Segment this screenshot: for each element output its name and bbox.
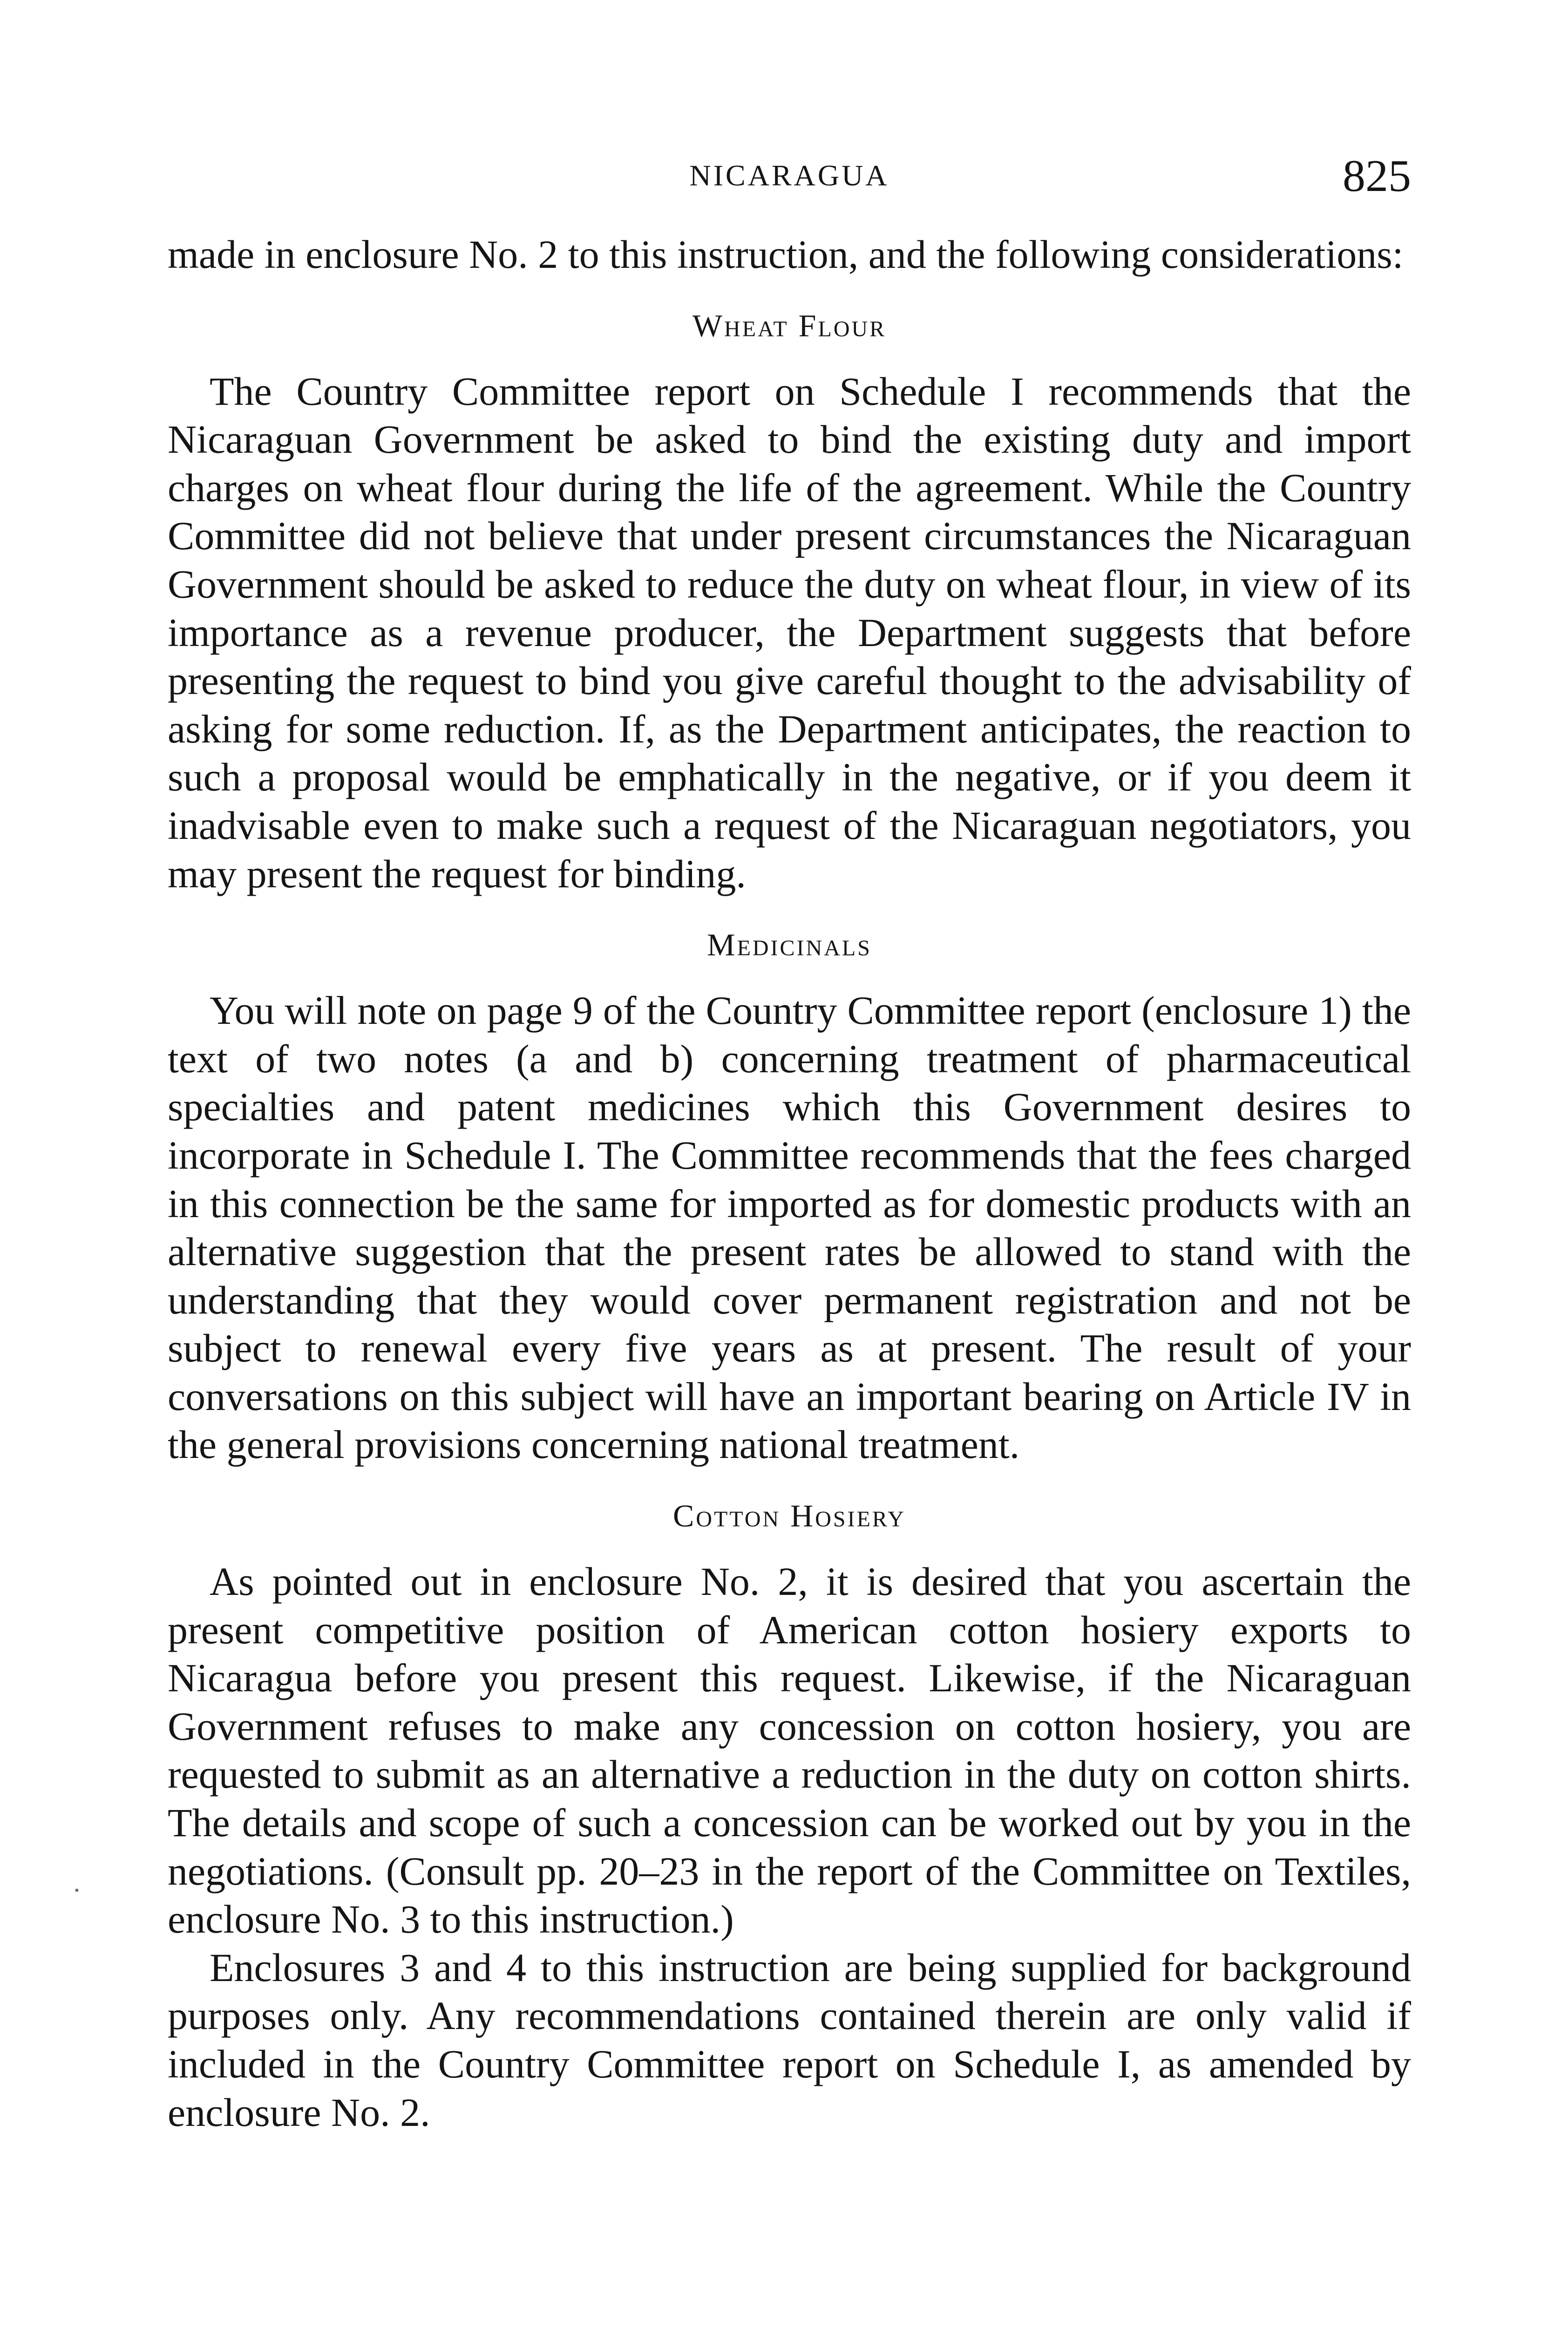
section-heading-cotton-hosiery: Cotton Hosiery: [673, 1498, 906, 1534]
section-heading-wheat-flour: Wheat Flour: [692, 307, 887, 343]
running-head: NICARAGUA: [689, 159, 889, 192]
paragraph-enclosures: Enclosures 3 and 4 to this instruction are being supplied for background purposes only. Any recommendations contained therein are only valid if included in the Country Committee report on Schedule I, as amended by enclosure No. 2.: [168, 1945, 1411, 2135]
page-number: 825: [1343, 151, 1411, 201]
paragraph-wheat-flour: The Country Committee report on Schedule I recommends that the Nicaraguan Government be asked to bind the existing duty and import charges on wheat flour during the life of the agreement. While the Country Committee did not believe that under present circumstances the Nicaraguan Government should be asked to reduce the duty on wheat flour, in view of its importance as a revenue producer, the Department suggests that before presenting the request to bind you give careful thought to the advisability of asking for some reduction. If, as the Department anticipates, the reaction to such a proposal would be emphatically in the negative, or if you deem it inadvisable even to make such a request of the Nicaraguan negotiators, you may present the request for binding.: [168, 368, 1411, 896]
stray-mark: [75, 1889, 78, 1892]
paragraph-cotton-hosiery: As pointed out in enclosure No. 2, it is desired that you ascertain the present competitive position of American cotton hosiery exports to Nicaragua before you present this request. Likewise, if the Nicaraguan Government refuses to make any concession on cotton hosiery, you are requested to submit as an alternative a reduction in the duty on cotton shirts. The details and scope of such a concession can be worked out by you in the negotiations. (Consult pp. 20–23 in the report of the Committee on Textiles, enclosure No. 3 to this instruction.): [168, 1559, 1411, 1942]
section-heading-medicinals: Medicinals: [707, 927, 872, 963]
body-text: [168, 231, 1411, 2137]
paragraph-medicinals: You will note on page 9 of the Country Committee report (enclosure 1) the text of two notes (a and b) concerning treatment of pharmaceutical specialties and patent medicines which this Government desires to incorporate in Schedule I. The Committee recommends that the fees charged in this connection be the same for imported as for domestic products with an alternative suggestion that the present rates be allowed to stand with the understanding that they would cover permanent registration and not be subject to renewal every five years as at present. The result of your conversations on this subject will have an important bearing on Article IV in the general provisions concerning national treatment.: [168, 988, 1411, 1467]
intro-paragraph: made in enclosure No. 2 to this instruction, and the following considerations:: [168, 232, 1404, 277]
page-header: [168, 151, 1411, 210]
